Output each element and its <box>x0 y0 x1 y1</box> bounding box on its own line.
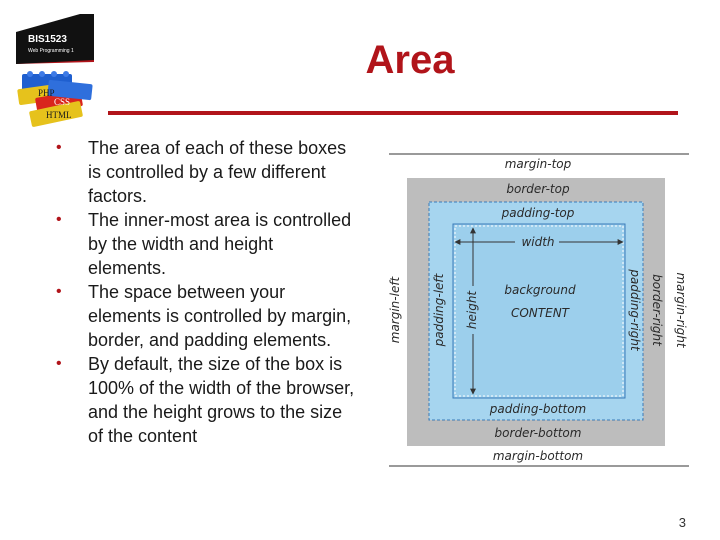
brick-css: CSS <box>54 97 71 107</box>
bullet-item: • By default, the size of the box is 100% of the width of the browser, and the height grows to the size of the content <box>56 354 355 446</box>
border-right-label: border-right <box>650 274 664 346</box>
bullet-icon: • <box>56 355 62 372</box>
bullet-icon: • <box>56 211 62 228</box>
padding-right-label: padding-right <box>628 269 642 351</box>
margin-bottom-label: margin-bottom <box>492 449 584 463</box>
course-logo <box>14 12 100 130</box>
content-label: CONTENT <box>510 306 570 320</box>
bullet-item: • The space between your elements is controlled by margin, border, and padding elements. <box>56 282 352 350</box>
title-underline <box>108 111 678 115</box>
bullet-icon: • <box>56 283 62 300</box>
bullet-list <box>56 136 356 448</box>
bullet-item: • The inner-most area is controlled by the width and height elements. <box>56 210 352 278</box>
brick-php: PHP <box>38 88 55 98</box>
border-bottom-label: border-bottom <box>494 426 582 440</box>
height-label: height <box>465 290 479 330</box>
margin-top-label: margin-top <box>504 157 572 171</box>
margin-right-label: margin-right <box>674 272 688 348</box>
logo-course: BIS1523 <box>28 34 67 45</box>
border-top-label: border-top <box>506 182 570 196</box>
lego-bricks-icon <box>17 71 93 127</box>
box-model-diagram <box>385 150 690 470</box>
slide-title: Area <box>365 38 455 82</box>
padding-top-label: padding-top <box>501 206 575 220</box>
brick-html: HTML <box>46 110 72 120</box>
padding-bottom-label: padding-bottom <box>489 402 587 416</box>
background-label: background <box>504 283 576 297</box>
padding-left-label: padding-left <box>432 273 446 347</box>
logo-subtitle: Web Programming 1 <box>28 48 74 54</box>
bullet-item: • The area of each of these boxes is controlled by a few different factors. <box>56 138 347 206</box>
bullet-icon: • <box>56 139 62 156</box>
width-label: width <box>521 235 555 249</box>
page-number: 3 <box>678 515 686 530</box>
margin-left-label: margin-left <box>388 276 402 344</box>
